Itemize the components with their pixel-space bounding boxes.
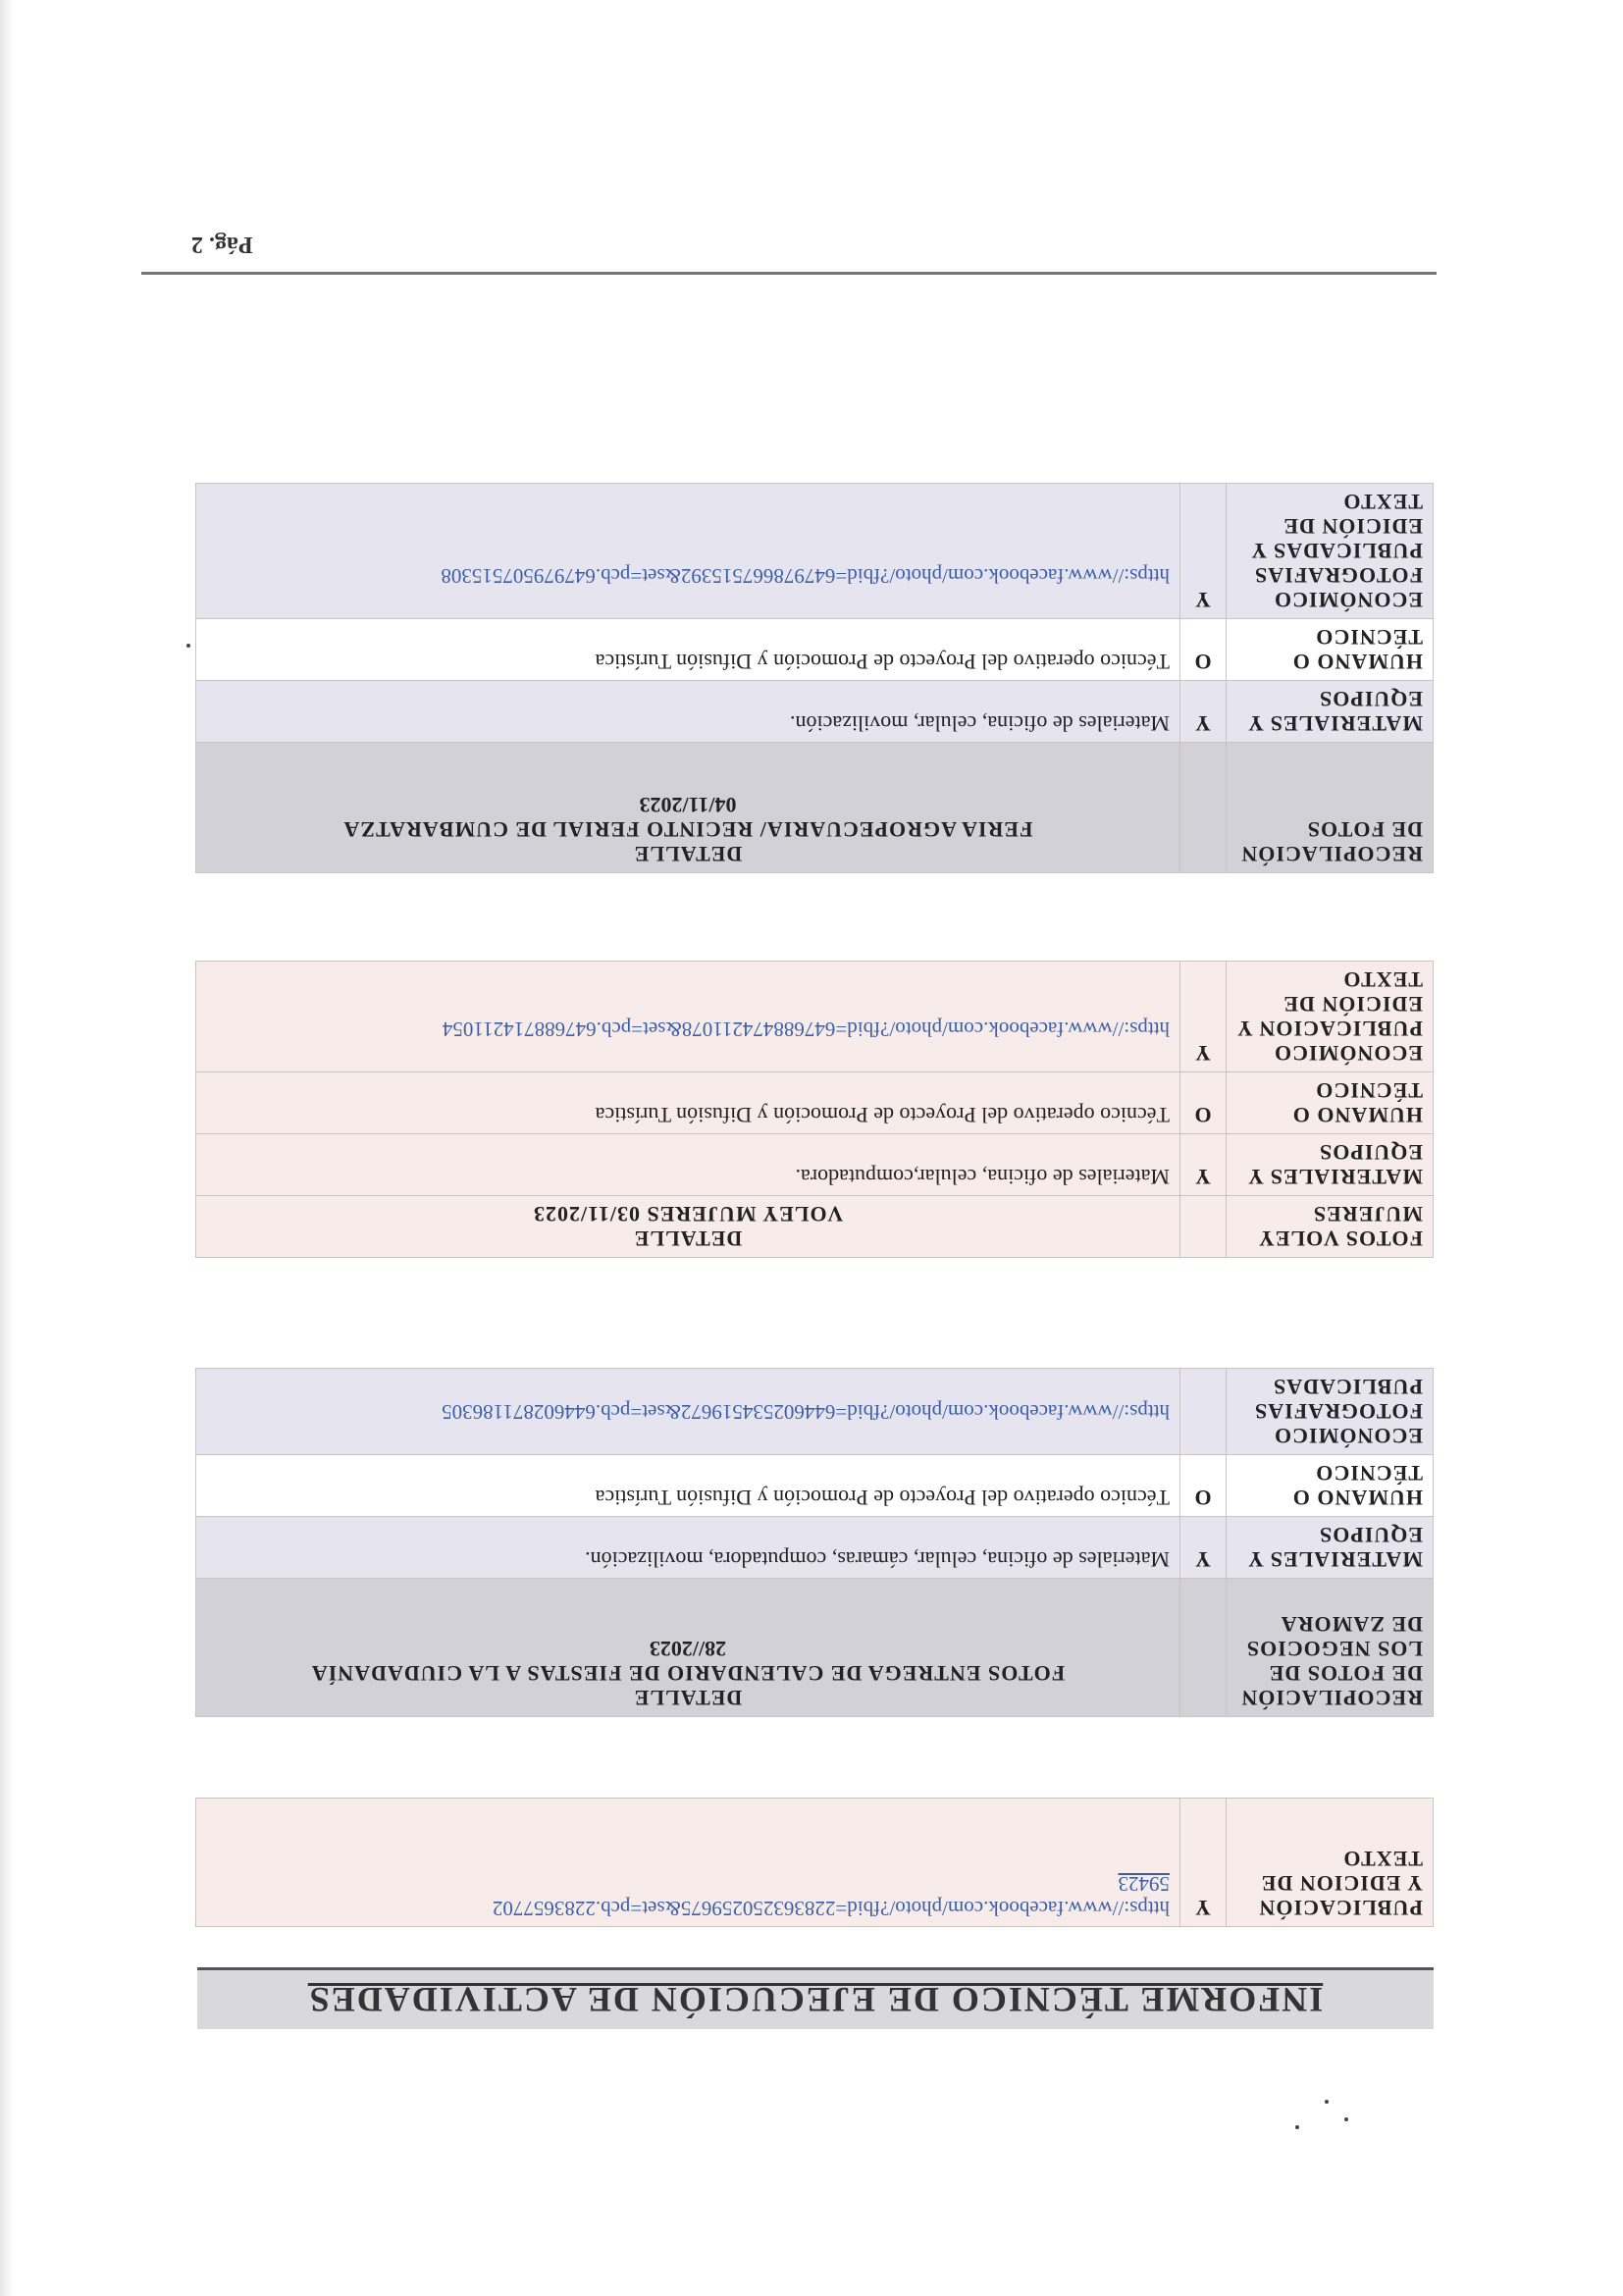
activity-date: 04/11/2023 bbox=[639, 793, 737, 817]
facebook-link[interactable]: https://www.facebook.com/photo/?fbid=647688474211078&set=pcb.647688714211054 bbox=[442, 1018, 1170, 1041]
table-row bbox=[196, 1455, 1434, 1517]
row-flag: Y bbox=[1180, 681, 1227, 743]
table-row bbox=[196, 681, 1434, 743]
page-number: Pág. 2 bbox=[191, 232, 253, 257]
scan-speck bbox=[186, 644, 190, 648]
economico-label: ECONÓMICO bbox=[1274, 588, 1423, 612]
row-value: Técnico operativo del Proyecto de Promoción y Difusión Turística bbox=[196, 1072, 1180, 1134]
activity-detail-cell bbox=[196, 1196, 1180, 1258]
row-label: HUMANO O TÉCNICO bbox=[1227, 1072, 1434, 1134]
scan-speck bbox=[1325, 2100, 1329, 2104]
row-value: Materiales de oficina, celular, movilización. bbox=[196, 681, 1180, 743]
activity-title: VOLEY MUJERES 03/11/2023 bbox=[532, 1202, 844, 1226]
activity-label: FOTOS VOLEY MUJERES bbox=[1227, 1196, 1434, 1258]
table-header-row bbox=[196, 1579, 1434, 1717]
facebook-link[interactable]: https://www.facebook.com/photo/?fbid=228363250259675&set=pcb.2283657702 bbox=[492, 1897, 1170, 1920]
activity-date: 28//2023 bbox=[649, 1637, 727, 1661]
table-header-row bbox=[196, 743, 1434, 873]
table-row bbox=[196, 1072, 1434, 1134]
row-label: MATERIALES Y EQUIPOS bbox=[1227, 681, 1434, 743]
detail-heading: DETALLE bbox=[633, 1686, 743, 1710]
row-label: HUMANO O TÉCNICO bbox=[1227, 1455, 1434, 1517]
row-label bbox=[1227, 484, 1434, 619]
activity-title: FERIA AGROPECUARIA/ RECINTO FERIAL DE CUMBARATZA bbox=[342, 817, 1033, 842]
scan-speck bbox=[1295, 2125, 1299, 2129]
fotos-label: FOTOGRAFIAS PUBLICADAS bbox=[1254, 1375, 1423, 1424]
row-flag: O bbox=[1180, 1455, 1227, 1517]
activity-table-calendario bbox=[195, 1368, 1434, 1717]
detail-heading: DETALLE bbox=[633, 1226, 743, 1251]
activity-title: FOTOS ENTREGA DE CALENDARIO DE FIESTAS A LA CIUDADANÍA bbox=[310, 1661, 1066, 1686]
row-value: Materiales de oficina, celular,computadora. bbox=[196, 1134, 1180, 1196]
row-value: Técnico operativo del Proyecto de Promoción y Difusión Turística bbox=[196, 619, 1180, 681]
report-title-banner bbox=[197, 1967, 1434, 2029]
row-flag: Y bbox=[1180, 1134, 1227, 1196]
scan-edge-shadow bbox=[0, 0, 14, 2296]
fotos-label: FOTOGRAFIAS PUBLICADAS Y EDICIÓN DE TEXTO bbox=[1251, 490, 1423, 588]
scan-speck bbox=[1344, 2117, 1348, 2121]
row-label: PUBLICACIÓN Y EDICION DE TEXTO bbox=[1227, 1799, 1434, 1927]
table-row bbox=[196, 484, 1434, 619]
row-value bbox=[196, 1799, 1180, 1927]
publicacion-label: PUBLICACION Y EDICIÓN DE TEXTO bbox=[1236, 967, 1423, 1041]
activity-label: RECOPILACIÓN DE FOTOS bbox=[1227, 743, 1434, 873]
activity-label: RECOPILACIÓN DE FOTOS DE LOS NEGOCIOS DE ZAMORA bbox=[1227, 1579, 1434, 1717]
report-title: INFORME TÉCNICO DE EJECUCIÓN DE ACTIVIDADES bbox=[307, 1980, 1324, 2019]
facebook-link[interactable]: https://www.facebook.com/photo/?fbid=644602534519672&set=pcb.644602871186305 bbox=[442, 1400, 1170, 1424]
table-row bbox=[196, 1799, 1434, 1927]
publication-table-continued bbox=[195, 1798, 1434, 1927]
footer-divider bbox=[141, 272, 1437, 275]
row-flag: Y bbox=[1180, 962, 1227, 1072]
facebook-link[interactable]: https://www.facebook.com/photo/?fbid=647978667515392&set=pcb.647979507515308 bbox=[441, 564, 1170, 588]
table-row bbox=[196, 619, 1434, 681]
row-flag: Y bbox=[1180, 484, 1227, 619]
table-header-row bbox=[196, 1196, 1434, 1258]
row-flag: O bbox=[1180, 1072, 1227, 1134]
row-value: Materiales de oficina, celular, cámaras, computadora, movilización. bbox=[196, 1517, 1180, 1579]
table-row bbox=[196, 1134, 1434, 1196]
row-value bbox=[196, 484, 1180, 619]
row-label bbox=[1227, 1369, 1434, 1455]
row-flag: Y bbox=[1180, 1517, 1227, 1579]
row-label bbox=[1227, 962, 1434, 1072]
activity-detail-cell bbox=[196, 743, 1180, 873]
row-value bbox=[196, 962, 1180, 1072]
row-flag: Y bbox=[1180, 1799, 1227, 1927]
detail-heading: DETALLE bbox=[633, 842, 743, 866]
row-label: MATERIALES Y EQUIPOS bbox=[1227, 1517, 1434, 1579]
activity-table-voley bbox=[195, 961, 1434, 1258]
row-label: HUMANO O TÉCNICO bbox=[1227, 619, 1434, 681]
row-value: Técnico operativo del Proyecto de Promoción y Difusión Turística bbox=[196, 1455, 1180, 1517]
economico-label: ECONÓMICO bbox=[1274, 1424, 1423, 1448]
activity-detail-cell bbox=[196, 1579, 1180, 1717]
table-row bbox=[196, 1517, 1434, 1579]
table-row bbox=[196, 1369, 1434, 1455]
row-flag: O bbox=[1180, 619, 1227, 681]
row-value bbox=[196, 1369, 1180, 1455]
row-label: MATERIALES Y EQUIPOS bbox=[1227, 1134, 1434, 1196]
facebook-link-continued[interactable]: 59423 bbox=[1118, 1872, 1170, 1896]
activity-table-feria bbox=[195, 483, 1434, 873]
table-row bbox=[196, 962, 1434, 1072]
economico-label: ECONÓMICO bbox=[1274, 1041, 1423, 1066]
